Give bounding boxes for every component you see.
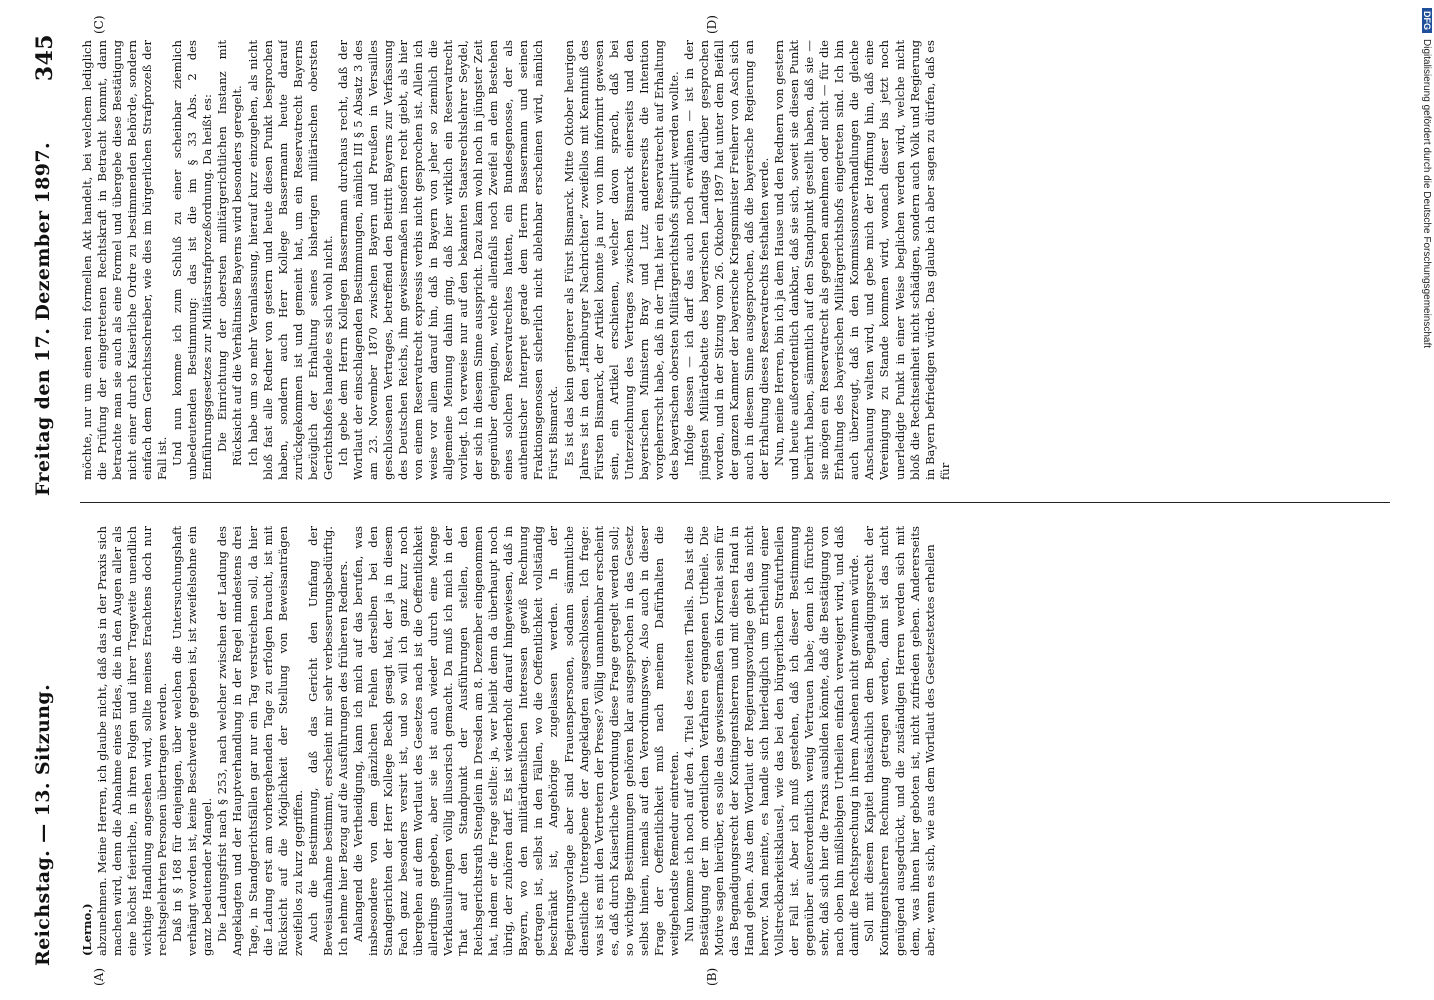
speaker-name: (Lerno.)	[80, 903, 94, 956]
paragraph: Daß in § 168 für denjenigen, über welchen die Untersuchungshaft verhängt worden ist, keine Beschwerde gegeben ist, ist zweifelsohne ein ganz bedeutender Mangel.	[170, 526, 215, 956]
paragraph: Es ist das kein geringerer als Fürst Bismarck. Mitte Oktober heurigen Jahres ist in den „Hamburger Nachrichten“ zweifellos mit Kenntniß des Fürsten Bismarck, der Artikel konnte ja nur von ihm informirt gewesen sein, ein Artikel erschienen, welcher davon sprach, daß bei Unterzeichnung des Vertrages zwischen Bismarck einerseits und den bayerischen Ministern Bray und Lutz andererseits die Intention vorgeherrscht habe, daß in der That hier ein Reservatrecht auf Erhaltung des bayerischen obersten Militärgerichtshofs stipulirt werden wollte.	[561, 40, 681, 480]
column-divider	[80, 502, 1390, 503]
paragraph: Ich habe um so mehr Veranlassung, hierauf kurz einzugehen, als nicht bloß fast alle Redner von gestern und heute diesen Punkt besprochen haben, sondern auch Herr Kollege Bassermann heute darauf zurückgekommen ist und gemeint hat, um ein Reservatrecht Bayerns bezüglich der Erhaltung seines bisherigen militärischen obersten Gerichtshofes handele es sich wohl nicht.	[245, 40, 335, 480]
header-session: Reichstag. — 13. Sitzung.	[32, 683, 54, 966]
paragraph: abzunehmen. Meine Herren, ich glaube nicht, daß das in der Praxis sich machen wird, denn die Abnahme eines Eides, die in den Augen aller als eine höchst feierliche, in ihren Folgen und ihrer Tragweite unendlich wichtige Handlung angesehen wird, sollte meines Erachtens doch nur rechtsgelehrten Personen übertragen werden.	[95, 526, 170, 956]
right-text-column	[80, 40, 1390, 480]
left-text-column	[80, 526, 1390, 956]
paragraph: Und nun komme ich zum Schluß zu einer scheinbar ziemlich unbedeutenden Bestimmung: das ist die im § 33 Abs. 2 des Einführungsgesetzes zur Militärstrafprozeßordnung. Da heißt es:	[170, 40, 215, 480]
digitization-credit	[1418, 8, 1432, 808]
block-quote: Die Einrichtung der obersten militärgerichtlichen Instanz mit Rücksicht auf die Verhältnisse Bayerns wird besonders geregelt.	[215, 40, 245, 466]
page-header	[24, 34, 64, 966]
paragraph: Anlangend die Vertheidigung, kann ich mich auf das berufen, was insbesondere von dem gänzlichen Fehlen derselben bei den Standgerichten der Herr Kollege Beckh gesagt hat, der ja in diesem Fach ganz besonders versirt ist, und so will ich ganz kurz noch übergehen auf dem Wortlaut des Gesetzes nach ist die Oeffentlichkeit allerdings gegeben, aber sie ist auch wieder durch eine Menge Verklausulirungen völlig illusorisch gemacht. Da muß ich mich in der That auf den Standpunkt der Ausführungen stellen, den Reichsgerichtsrath Stenglein in Dresden am 8. Dezember eingenommen hat, indem er die Frage stellte: ja, wer bleibt denn da überhaupt noch übrig, der zuhören darf. Es ist wiederholt darauf hingewiesen, daß in Bayern, wo den militärdienstlichen Interessen gewiß Rechnung getragen ist, selbst in den Fällen, wo die Oeffentlichkeit vollständig beschränkt ist, Angehörige zugelassen werden. In der Regierungsvorlage aber sind Frauenspersonen, sodann sämmtliche dienstliche Untergebene der Angeklagten ausgeschlossen. Ich frage: was ist es mit den Vertretern der Presse? Völlig unannehmbar erscheint es, daß durch Kaiserliche Verordnung diese Frage geregelt werden soll; so wichtige Bestimmungen gehören klar ausgesprochen in das Gesetz selbst hinein, niemals auf den Verordnungsweg. Also auch in dieser Frage der Oeffentlichkeit muß nach meinem Dafürhalten die weitgehendste Remedur eintreten.	[350, 526, 681, 956]
page-number: 345	[32, 34, 58, 82]
header-date: Freitag den 17. Dezember 1897.	[32, 142, 54, 496]
paragraph: Soll mit diesem Kapitel thatsächlich dem Begnadigungsrecht der Kontingentsherren Rechnung getragen werden, dann ist das nicht genügend ausgedrückt, und die zuständigen Herren werden sich mit dem, was ihnen hier geboten ist, nicht zufrieden geben. Andererseits aber, wenn es sich, wie aus dem Wortlaut des Gesetzestextes erhellen	[862, 526, 937, 956]
paragraph: Infolge dessen — ich darf das auch noch erwähnen — ist in der jüngsten Militärdebatte des bayerischen Landtags darüber gesprochen worden, und in der Sitzung vom 26. Oktober 1897 hat unter dem Beifall der ganzen Kammer der bayerische Kriegsminister Freiherr von Asch sich auch in diesem Sinne ausgesprochen, daß die bayerische Regierung an der Erhaltung dieses Reservatrechts festhalten werde.	[681, 40, 772, 480]
margin-letter-c: (C)	[92, 15, 106, 34]
paragraph: Ich gebe dem Herrn Kollegen Bassermann durchaus recht, daß der Wortlaut der einschlagenden Bestimmungen, nämlich III § 5 Absatz 3 des am 23. November 1870 zwischen Bayern und Preußen in Versailles geschlossenen Vertrages, betreffend den Beitritt Bayerns zur Verfassung des Deutschen Reichs, ihm gewissermaßen insofern recht giebt, als hier von einem Reservatrecht expressis verbis nicht gesprochen ist. Allein ich weise vor allem darauf hin, daß in Bayern von jeher so ziemlich die allgemeine Meinung dahin ging, daß hier wirklich ein Reservatrecht vorliegt. Ich verweise nur auf den bekannten Staatsrechtslehrer Seydel, der sich in diesem Sinne ausspricht. Dazu kam wohl noch in jüngster Zeit gegenüber denjenigen, welche allenfalls noch Zweifel an dem Bestehen eines solchen Reservatrechtes hatten, ein Bundesgenosse, der als authentischer Interpret gerade dem Herrn Bassermann und seinen Fraktionsgenossen sicherlich nicht ablehnbar erscheinen wird, nämlich Fürst Bismarck.	[335, 40, 561, 480]
paragraph: Auch die Bestimmung, daß das Gericht den Umfang der Beweisaufnahme bestimmt, erscheint mir sehr verbesserungsbedürftig. Ich nehme hier Bezug auf die Ausführungen des früheren Redners.	[305, 526, 350, 956]
paragraph: Nun, meine Herren, bin ich ja dem Hause und den Rednern von gestern und heute außerordentlich dankbar, daß sie sich, soweit sie diesen Punkt berührt haben, sämmtlich auf den Standpunkt gestellt haben, daß sie — sie mögen ein Reservatrecht als gegeben annehmen oder nicht — für die Erhaltung des bayerischen Militärgerichtshofs eingetreten sind. Ich bin auch überzeugt, daß in den Kommissionsverhandlungen die gleiche Anschauung walten wird, und gebe mich der Hoffnung hin, daß eine Vereinigung zu Stande kommen wird, wonach dieser bis jetzt noch unerledigte Punkt in einer Weise beglichen werden wird, welche nicht bloß die Rechtseinheit nicht schädigen, sondern auch Volk und Regierung in Bayern befriedigen würde. Das glaube ich aber sagen zu dürfen, daß es für	[772, 40, 952, 480]
margin-letter-b: (B)	[705, 967, 719, 986]
paragraph: Die Ladungsfrist nach § 253, nach welcher zwischen der Ladung des Angeklagten und der Hauptverhandlung in der Regel mindestens drei Tage, in Standgerichtsfällen gar nur ein Tag verstreichen soll, da hier die Ladung erst am vorhergehenden Tage zu erfolgen braucht, ist mit Rücksicht auf die Möglichkeit der Stellung von Beweisanträgen zweifellos zu kurz gegriffen.	[215, 526, 305, 956]
dfg-logo: DFG	[1422, 8, 1432, 33]
margin-letter-a: (A)	[92, 967, 106, 986]
credit-text: Digitalisierung gefördert durch die Deutsche Forschungsgemeinschaft	[1421, 39, 1432, 349]
margin-letter-d: (D)	[705, 15, 719, 34]
paragraph: Nun komme ich noch auf den 4. Titel des zweiten Theils. Das ist die Bestätigung der im ordentlichen Verfahren ergangenen Urtheile. Die Motive sagen hierüber, es solle das gewissermaßen ein Korrelat sein für das Begnadigungsrecht der Kontingentsherren und mit diesen Hand in Hand gehen. Aus dem Wortlaut der Regierungsvorlage geht das nicht hervor. Man meinte, es handle sich hierlediglich um Ertheilung einer Vollstreckbarkeitsklausel, wie das bei den bürgerlichen Strafurtheilen der Fall ist. Aber ich muß gestehen, daß ich dieser Bestimmung gegenüber außerordentlich wenig Vertrauen habe; denn ich fürchte sehr, daß sich hier die Praxis ausbilden könnte, daß die Bestätigung von nach oben hin mißliebigen Urtheilen einfach verweigert wird, und daß damit die Rechtsprechung in ihrem Ansehen nicht gewinnen würde.	[681, 526, 862, 956]
paragraph: möchte, nur um einen rein formellen Akt handelt, bei welchem lediglich die Prüfung der eingetretenen Rechtskraft in Betracht kommt, dann betrachte man sie auch als eine Formel und übergebe diese Bestätigung nicht einer durch Kaiserliche Ordre zu bestimmenden Behörde, sondern einfach dem Gerichtsschreiber, wie dies im bürgerlichen Strafprozeß der Fall ist.	[80, 40, 170, 480]
